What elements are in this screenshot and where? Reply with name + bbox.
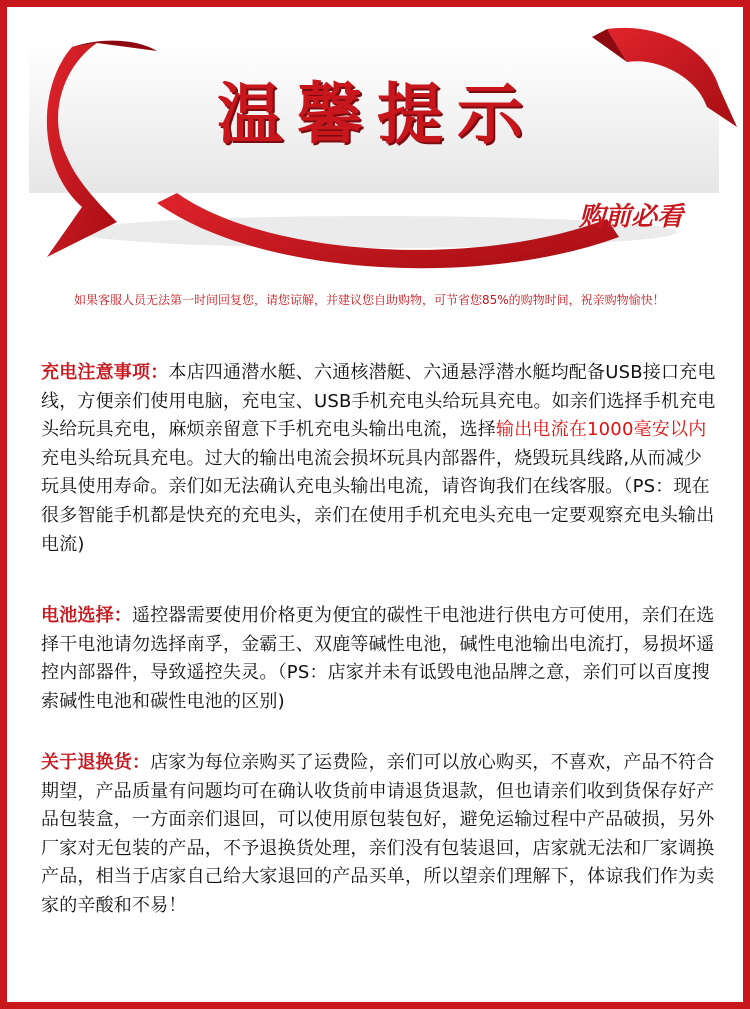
service-notice: 如果客服人员无法第一时间回复您，请您谅解，并建议您自助购物，可节省您85%的购物时间，祝亲购物愉快！ bbox=[74, 293, 665, 307]
banner-title: 温馨提示 bbox=[217, 75, 537, 153]
charging-highlight: 输出电流在1000毫安以内 bbox=[496, 419, 707, 441]
battery-section bbox=[41, 602, 717, 716]
charging-text-after: 充电头给玩具充电。过大的输出电流会损坏玩具内部器件，烧毁玩具线路,从而减少玩具使用寿命。亲们如无法确认充电头输出电流，请咨询我们在线客服。（PS：现在很多智能手机都是快充的充电头，亲们在使用手机充电头充电一定要观察充电头输出电流) bbox=[41, 447, 715, 555]
charging-text-before: 本店四通潜水艇、六通核潜艇、六通悬浮潜水艇均配备USB接口充电线，方便亲们使用电脑，充电宝、USB手机充电头给玩具充电。如亲们选择手机充电头给玩具充电，麻烦亲留意下手机充电头输出电流，选择 bbox=[41, 362, 716, 441]
returns-section bbox=[41, 749, 717, 921]
charging-section bbox=[41, 359, 717, 559]
charging-label: 充电注意事项： bbox=[41, 362, 169, 383]
returns-label: 关于退换货： bbox=[41, 752, 151, 773]
battery-text: 遥控器需要使用价格更为便宜的碳性干电池进行供电方可使用，亲们在选择干电池请勿选择南孚，金霸王、双鹿等碱性电池，碱性电池输出电流打，易损坏遥控内部器件，导致遥控失灵。（PS：店家并未有诋毁电池品牌之意，亲们可以百度搜索碱性电池和碳性电池的区别) bbox=[41, 605, 715, 712]
banner-subtitle: 购前必看 bbox=[579, 202, 684, 232]
battery-label: 电池选择： bbox=[41, 605, 132, 626]
returns-text: 店家为每位亲购买了运费险，亲们可以放心购买，不喜欢，产品不符合期望，产品质量有问题均可在确认收货前申请退货退款，但也请亲们收到货保存好产品包装盒，一方面亲们退回，可以使用原包装包好，避免运输过程中产品破损，另外厂家对无包装的产品，不予退换货处理，亲们没有包装退回，店家就无法和厂家调换产品，相当于店家自己给大家退回的产品买单，所以望亲们理解下，体谅我们作为卖家的辛酸和不易！ bbox=[41, 752, 715, 916]
